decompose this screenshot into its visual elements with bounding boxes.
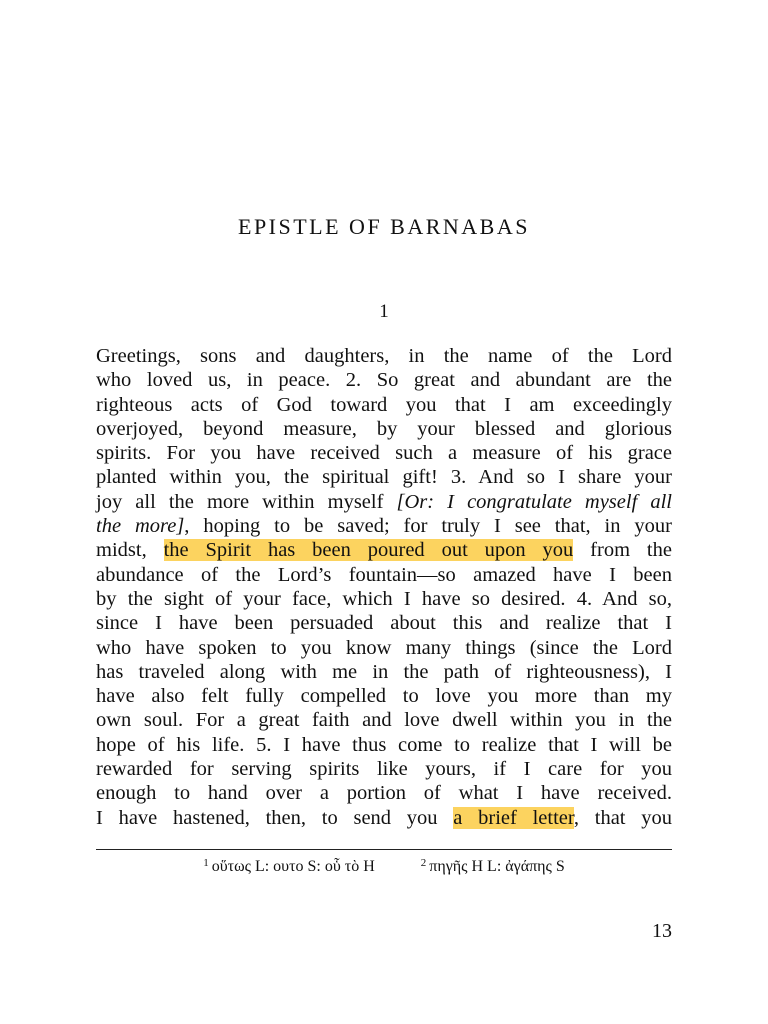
footnotes [96, 857, 672, 876]
text-span: midst, [96, 539, 164, 562]
footnote-1-text: οὕτως L: ουτο S: οὗ τὸ H [211, 858, 375, 875]
text-span: planted within you, the spiritual gift! 3. And so I share your [96, 466, 672, 489]
text-span: [Or: I congratulate myself all [396, 490, 672, 513]
body-text [96, 344, 672, 830]
text-line [96, 368, 672, 392]
chapter-number: 1 [379, 301, 389, 322]
text-line [96, 757, 672, 781]
text-span: who loved us, in peace. 2. So great and abundant are the [96, 369, 672, 392]
text-span: , that you [573, 806, 673, 829]
text-span: overjoyed, beyond measure, by your blessed and glorious [96, 417, 672, 440]
text-span: joy all the more within myself [96, 490, 397, 513]
text-line [96, 538, 672, 562]
page-title: EPISTLE OF BARNABAS [238, 214, 530, 239]
text-line [96, 441, 672, 465]
text-line [96, 465, 672, 489]
text-line [96, 781, 672, 805]
text-line [96, 514, 672, 538]
text-span: has traveled along with me in the path of righteousness), I [96, 660, 672, 683]
text-span: , hoping to be saved; for truly I see that, in your [184, 515, 672, 538]
text-line [96, 344, 672, 368]
text-span: Greetings, sons and daughters, in the name of the Lord [96, 345, 672, 367]
text-span: abundance of the Lord’s fountain—so amazed have I been [96, 563, 672, 586]
highlighted-text: the Spirit has been poured out upon you [163, 539, 574, 562]
footnote-2-text: πηγῆς H L: ἀγάπης S [429, 858, 565, 875]
text-line [96, 660, 672, 684]
text-span: spirits. For you have received such a measure of his grace [96, 442, 672, 465]
text-span: hope of his life. 5. I have thus come to realize that I will be [96, 733, 672, 756]
text-span: who have spoken to you know many things (since the Lord [96, 636, 672, 659]
text-span: righteous acts of God toward you that I am exceedingly [96, 393, 672, 416]
text-span: have also felt fully compelled to love you more than my [96, 685, 672, 708]
text-span: from the [573, 539, 672, 562]
text-line [96, 587, 672, 611]
text-line [96, 393, 672, 417]
footnote-2-mark: 2 [420, 857, 427, 869]
footnote-divider [96, 849, 672, 850]
text-span: by the sight of your face, which I have so desired. 4. And so, [96, 587, 672, 610]
text-span: enough to hand over a portion of what I have received. [96, 782, 672, 805]
footnote-1 [203, 857, 375, 876]
page-number: 13 [652, 920, 672, 942]
text-line [96, 708, 672, 732]
text-span: rewarded for serving spirits like yours, if I care for you [96, 758, 672, 781]
footnote-1-mark: 1 [203, 857, 209, 869]
highlighted-text: a brief letter [453, 806, 574, 829]
footnote-2 [421, 857, 565, 876]
text-line [96, 733, 672, 757]
text-span: since I have been persuaded about this and realize that I [96, 612, 672, 635]
text-line [96, 636, 672, 660]
text-span: the more] [96, 515, 185, 538]
text-line [96, 611, 672, 635]
text-line [96, 490, 672, 514]
text-line [96, 684, 672, 708]
text-span: I have hastened, then, to send you [96, 806, 454, 829]
text-line [96, 806, 672, 830]
text-line [96, 563, 672, 587]
text-line [96, 417, 672, 441]
text-span: own soul. For a great faith and love dwell within you in the [96, 709, 672, 732]
